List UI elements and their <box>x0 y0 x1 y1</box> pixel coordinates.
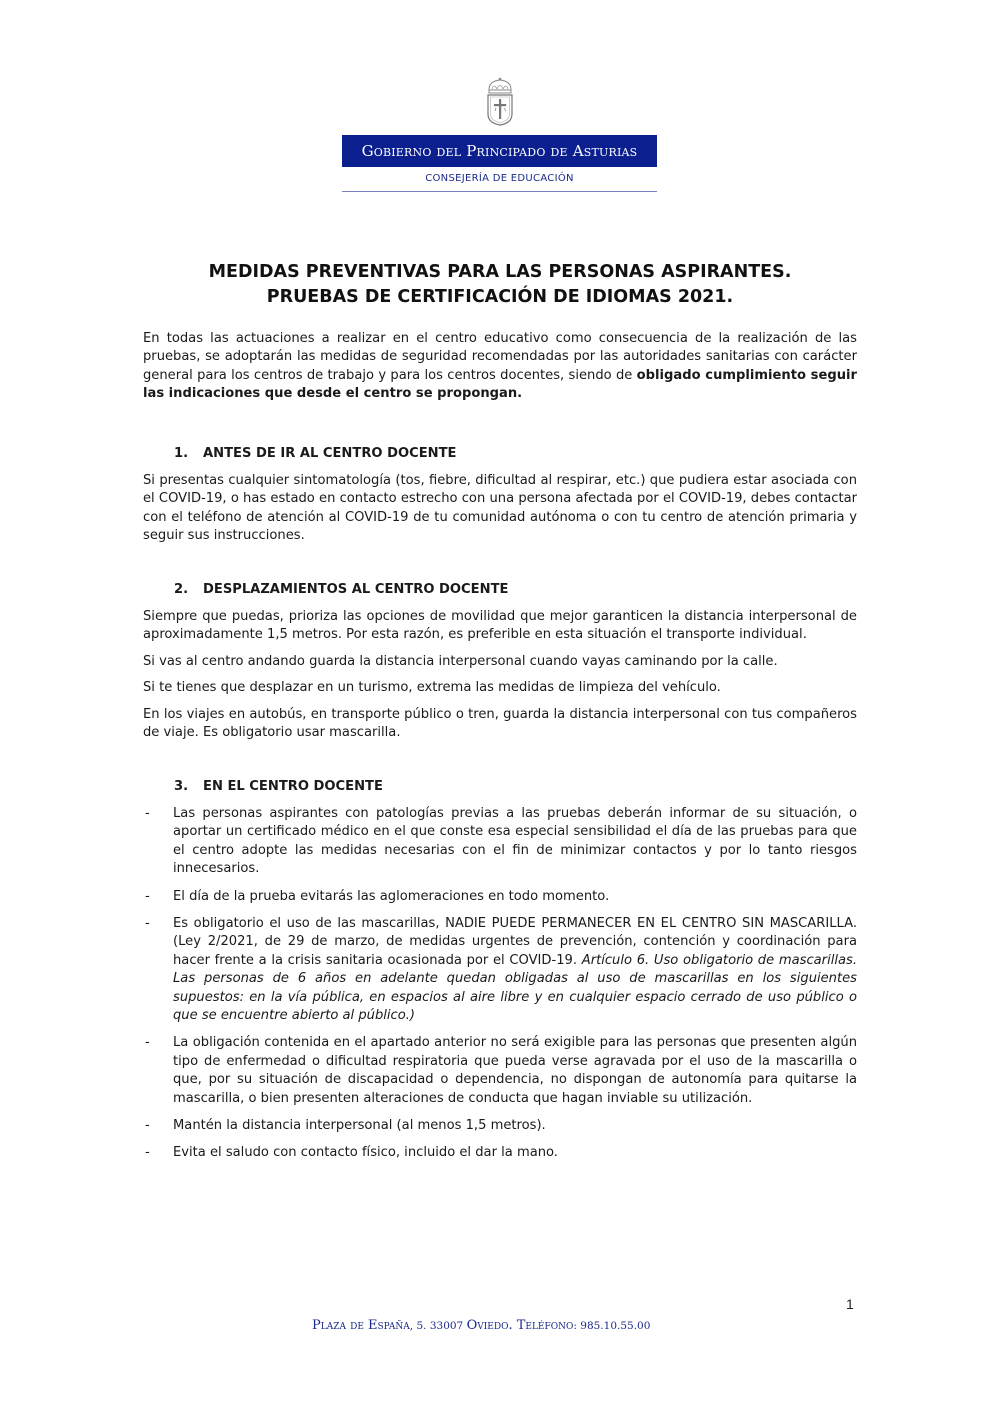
section-2-paragraph-3: Si te tienes que desplazar en un turismo, extrema las medidas de limpieza del vehículo. <box>143 680 721 696</box>
institution-name: Gobierno del Principado de Asturias <box>361 142 638 160</box>
section-heading-1 <box>143 445 857 463</box>
section-title: ANTES DE IR AL CENTRO DOCENTE <box>203 445 457 461</box>
title-line-1: MEDIDAS PREVENTIVAS PARA LAS PERSONAS ASPIRANTES. <box>208 262 792 282</box>
list-item: - Evita el saludo con contacto físico, incluido el dar la mano. <box>143 1144 857 1162</box>
document-body <box>143 330 857 1172</box>
section-2-paragraph-4: En los viajes en autobús, en transporte público o tren, guarda la distancia interpersonal con tus compañeros de viaje. Es obligatorio usar mascarilla. <box>143 706 857 741</box>
footer-address: Plaza de España, 5. 33007 Oviedo. Teléfono: 985.10.55.00 <box>312 1318 651 1333</box>
dash-bullet-icon: - <box>145 888 150 904</box>
list-item: - Las personas aspirantes con patologías previas a las pruebas deberán informar de su situación, o aportar un certificado médico en el que conste esa especial sensibilidad el día de las pruebas para que el centro adopte las medidas necesarias con el fin de minimizar contactos y por lo tanto riesgos innecesarios. <box>145 805 857 877</box>
title-line-2: PRUEBAS DE CERTIFICACIÓN DE IDIOMAS 2021. <box>266 287 734 307</box>
section-title: DESPLAZAMIENTOS AL CENTRO DOCENTE <box>203 581 509 597</box>
section-number: 2. <box>174 581 189 597</box>
dash-bullet-icon: - <box>145 1145 150 1161</box>
dash-bullet-icon: - <box>145 1118 150 1133</box>
header-divider <box>342 191 657 192</box>
section-number: 3. <box>174 778 189 794</box>
law-citation: Artículo 6. Uso obligatorio de mascarillas. Las personas de 6 años en adelante quedan obligadas al uso de mascarillas en los siguientes supuestos: en la vía pública, en espacios al aire libre y en cualquier espacio cerrado de uso público o que se encuentre abierto al público.) <box>173 952 857 1023</box>
institution-banner <box>342 135 657 167</box>
intro-paragraph <box>143 330 857 404</box>
list-item: - El día de la prueba evitarás las aglomeraciones en todo momento. <box>143 888 857 906</box>
dash-bullet-icon: - <box>145 1035 150 1051</box>
document-title <box>100 260 900 310</box>
page-number: 1 <box>846 1296 854 1312</box>
section-title: EN EL CENTRO DOCENTE <box>203 778 383 794</box>
coat-of-arms-icon <box>484 76 516 126</box>
dash-bullet-icon: - <box>145 915 150 931</box>
section-number: 1. <box>174 445 189 461</box>
section-1-paragraph: Si presentas cualquier sintomatología (tos, fiebre, dificultad al respirar, etc.) que pudiera estar asociada con el COVID-19, o has estado en contacto estrecho con una persona afectada por el COVID-19, debes contactar con el teléfono de atención al COVID-19 de tu comunidad autónoma o con tu centro de atención primaria y seguir sus instrucciones. <box>143 473 857 544</box>
section-2-paragraph-1: Siempre que puedas, prioriza las opciones de movilidad que mejor garanticen la distancia interpersonal de aproximadamente 1,5 metros. Por esta razón, es preferible en esta situación el transporte individual. <box>143 609 857 643</box>
list-item: - La obligación contenida en el apartado anterior no será exigible para las personas que presenten algún tipo de enfermedad o dificultad respiratoria que pueda verse agravada por el uso de la mascarilla o que, por su situación de discapacidad o dependencia, no dispongan de autonomía para quitarse la mascarilla, o bien presenten alteraciones de conducta que hagan inviable su utilización. <box>145 1035 857 1106</box>
section-heading-3 <box>143 778 857 796</box>
section-heading-2 <box>143 581 857 599</box>
intro-emphasis: obligado cumplimiento seguir las indicaciones que desde el centro se propongan. <box>143 367 857 402</box>
list-item: - Mantén la distancia interpersonal (al menos 1,5 metros). <box>143 1117 857 1135</box>
intro-text: En todas las actuaciones a realizar en el centro educativo como consecuencia de la realización de las pruebas, se adoptarán las medidas de seguridad recomendadas por las autoridades sanitarias con carácter general para los centros de trabajo y para los centros docentes, siendo de <box>143 331 857 383</box>
section-3-list <box>143 805 857 1163</box>
department-name: CONSEJERÍA DE EDUCACIÓN <box>425 173 574 184</box>
dash-bullet-icon: - <box>145 805 150 821</box>
list-item: - Es obligatorio el uso de las mascarillas, NADIE PUEDE PERMANECER EN EL CENTRO SIN MASCARILLA. (Ley 2/2021, de 29 de marzo, de medidas urgentes de prevención, contención y coordinación para hacer frente a la crisis sanitaria ocasionada por el COVID-19. Artículo 6. Uso obligatorio de mascarillas. Las personas de 6 años en adelante quedan obligadas al uso de mascarillas en los siguientes supuestos: en la vía pública, en espacios al aire libre y en cualquier espacio cerrado de uso público o que se encuentre abierto al público.) <box>145 915 857 1023</box>
section-2-paragraph-2: Si vas al centro andando guarda la distancia interpersonal cuando vayas caminando por la calle. <box>143 653 778 669</box>
